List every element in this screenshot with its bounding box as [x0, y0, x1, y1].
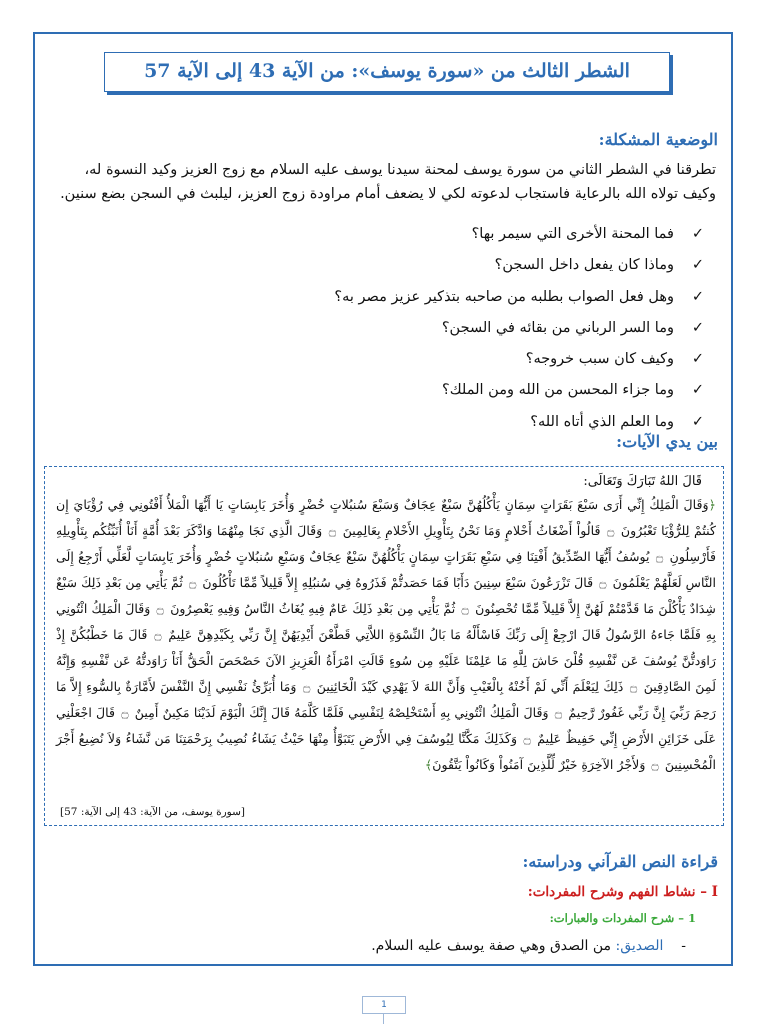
verse-open-bracket: ﴿	[708, 497, 716, 512]
verse-text: وَكَذَلِكَ مَكَّنَّا لِيُوسُفَ فِي الأَرْضِ يَتَبَوَّأُ مِنْهَا حَيْثُ يَشَاءُ نُصِيبُ بِرَحْمَتِنَا مَن نَّشَاءُ وَلاَ نُضِيعُ أَجْرَ الْمُحْسِنِينَ	[56, 731, 716, 772]
verse-text: وَلأَجْرُ الآخِرَةِ خَيْرٌ لِّلَّذِينَ آمَنُواْ وَكَانُواْ يَتَّقُونَ	[432, 757, 646, 772]
verses-heading: بين يدي الآيات:	[616, 432, 718, 451]
question-text: وكيف كان سبب خروجه؟	[525, 351, 674, 368]
definition-term: الصديق:	[615, 938, 664, 954]
verse-text: وَقَالَ الْمَلِكُ إِنِّي أَرَى سَبْعَ بَقَرَاتٍ سِمَانٍ يَأْكُلُهُنَّ سَبْعٌ عِجَافٌ وَسَبْعَ سُنبُلاتٍ خُضْرٍ وَأُخَرَ يَابِسَاتٍ يَا أَيُّهَا الْمَلأُ أَفْتُونِي فِي رُؤْيَايَ إِن كُنتُمْ لِلرُّؤْيَا تَعْبُرُونَ	[56, 497, 716, 538]
question-item	[334, 285, 704, 316]
check-icon: ✓	[691, 351, 704, 368]
question-item	[334, 253, 704, 284]
check-icon: ✓	[691, 288, 704, 305]
ayah-end-marker: ۝	[629, 679, 638, 694]
definition-item	[371, 938, 686, 954]
ayah-end-marker: ۝	[188, 575, 197, 590]
question-item	[334, 378, 704, 409]
problem-heading: الوضعية المشكلة:	[598, 130, 718, 149]
verses-reference: [سورة يوسف، من الآية: 43 إلى الآية: 57]	[60, 806, 246, 818]
verse-text: قَالُواْ أَضْغَاثُ أَحْلامٍ وَمَا نَحْنُ بِتَأْوِيلِ الأَحْلامِ بِعَالِمِينَ	[342, 523, 601, 538]
check-icon: ✓	[691, 382, 704, 399]
page-number: 1	[362, 996, 406, 1014]
question-list	[334, 222, 704, 441]
reading-heading: قراءة النص القرآني ودراسته:	[522, 852, 718, 871]
definition-text: من الصدق وهي صفة يوسف عليه السلام.	[371, 938, 612, 954]
verse-text: يُوسُفُ أَيُّهَا الصِّدِّيقُ أَفْتِنَا فِي سَبْعِ بَقَرَاتٍ سِمَانٍ يَأْكُلُهُنَّ سَبْعٌ عِجَافٌ وَسَبْعِ سُنبُلاتٍ خُضْرٍ وَأُخَرَ يَابِسَاتٍ لَّعَلِّي أَرْجِعُ إِلَى النَّاسِ لَعَلَّهُمْ يَعْلَمُونَ	[56, 549, 716, 590]
verse-text: ذَلِكَ لِيَعْلَمَ أَنِّي لَمْ أَخُنْهُ بِالْغَيْبِ وَأَنَّ اللهَ لاَ يَهْدِي كَيْدَ الْخَائِنِينَ	[316, 679, 624, 694]
activity-heading: I – نشاط الفهم وشرح المفردات:	[527, 884, 718, 900]
verse-text: ثُمَّ يَأْتِي مِن بَعْدِ ذَلِكَ عَامٌ فِيهِ يُغَاثُ النَّاسُ وَفِيهِ يَعْصِرُونَ	[170, 601, 456, 616]
ayah-end-marker: ۝	[328, 523, 337, 538]
verse-close-bracket: ﴾	[424, 757, 433, 772]
question-text: وهل فعل الصواب بطلبه من صاحبه بتذكير عزيز مصر به؟	[334, 288, 674, 305]
intro-line-2: وكيف تولاه الله بالرعاية فاستجاب لدعوته لكي لا يضعف أمام مراودة زوج العزيز، ليلبث في السجن بضع سنين.	[60, 186, 716, 202]
ayah-end-marker: ۝	[599, 575, 607, 590]
intro-paragraph	[58, 158, 716, 206]
verse-text: وَمَا أُبَرِّئُ نَفْسِي إِنَّ النَّفْسَ لأَمَّارَةٌ بِالسُّوءِ إِلاَّ مَا رَحِمَ رَبِّيَ إِنَّ رَبِّي غَفُورٌ رَّحِيمٌ	[56, 679, 716, 720]
ayah-end-marker: ۝	[302, 679, 311, 694]
question-text: وما جزاء المحسن من الله ومن الملك؟	[442, 382, 674, 399]
ayah-end-marker: ۝	[655, 549, 664, 564]
check-icon: ✓	[691, 226, 704, 242]
check-icon: ✓	[691, 413, 704, 430]
verse-text: قَالَ تَزْرَعُونَ سَبْعَ سِنِينَ دَأَبًا فَمَا حَصَدتُّمْ فَذَرُوهُ فِي سُنبُلِهِ إِلاَّ قَلِيلاً مِّمَّا تَأْكُلُونَ	[202, 575, 594, 590]
verses-intro: قَالَ اللهُ تَبَارَكَ وَتَعَالَى:	[583, 474, 702, 489]
verse-text: وَقَالَ الْمَلِكُ ائْتُونِي بِهِ أَسْتَخْلِصْهُ لِنَفْسِي فَلَمَّا كَلَّمَهُ قَالَ إِنَّكَ الْيَوْمَ لَدَيْنَا مَكِينٌ أَمِينٌ	[134, 705, 549, 720]
verse-text: قَالَ اجْعَلْنِي عَلَى خَزَائِنِ الأَرْضِ إِنِّي حَفِيظٌ عَلِيمٌ	[56, 705, 716, 746]
verse-text: وَقَالَ الَّذِي نَجَا مِنْهُمَا وَادَّكَرَ بَعْدَ أُمَّةٍ أَنَاْ أُنَبِّئُكُم بِتَأْوِيلِهِ فَأَرْسِلُونِ	[56, 523, 716, 564]
check-icon: ✓	[691, 257, 704, 274]
intro-line-1: تطرقنا في الشطر الثاني من سورة يوسف لمحنة سيدنا يوسف عليه السلام مع زوج العزيز وكيد النسوة له،	[84, 162, 716, 178]
question-text: وماذا كان يفعل داخل السجن؟	[494, 257, 674, 274]
ayah-end-marker: ۝	[523, 731, 531, 746]
ayah-end-marker: ۝	[154, 627, 162, 642]
question-item	[334, 347, 704, 378]
verse-text: ثُمَّ يَأْتِي مِن بَعْدِ ذَلِكَ سَبْعٌ شِدَادٌ يَأْكُلْنَ مَا قَدَّمْتُمْ لَهُنَّ إِلاَّ قَلِيلاً مِّمَّا تُحْصِنُونَ	[56, 575, 716, 616]
question-text: فما المحنة الأخرى التي سيمر بها؟	[471, 226, 674, 242]
question-item	[334, 316, 704, 347]
quran-verses	[56, 492, 716, 778]
ayah-end-marker: ۝	[156, 601, 164, 616]
bullet: -	[681, 938, 686, 954]
verse-text: وَقَالَ الْمَلِكُ ائْتُونِي بِهِ فَلَمَّا جَاءهُ الرَّسُولُ قَالَ ارْجِعْ إِلَى رَبِّكَ فَاسْأَلْهُ مَا بَالُ النِّسْوَةِ اللاَّتِي قَطَّعْنَ أَيْدِيَهُنَّ إِنَّ رَبِّي بِكَيْدِهِنَّ عَلِيمٌ	[56, 601, 716, 642]
verse-text: قَالَ مَا خَطْبُكُنَّ إِذْ رَاوَدتُّنَّ يُوسُفَ عَن نَّفْسِهِ قُلْنَ حَاشَ لِلَّهِ مَا عَلِمْنَا عَلَيْهِ مِن سُوءٍ قَالَتِ امْرَأَةُ الْعَزِيزِ الآنَ حَصْحَصَ الْحَقُّ أَنَاْ رَاوَدتُّهُ عَن نَّفْسِهِ وَإِنَّهُ لَمِنَ الصَّادِقِينَ	[56, 627, 716, 694]
question-item	[334, 222, 704, 253]
footer-divider	[383, 1014, 384, 1024]
question-text: وما السر الرباني من بقائه في السجن؟	[441, 319, 674, 336]
check-icon: ✓	[691, 319, 704, 336]
ayah-end-marker: ۝	[121, 705, 129, 720]
ayah-end-marker: ۝	[651, 757, 659, 772]
ayah-end-marker: ۝	[461, 601, 469, 616]
lesson-title: الشطر الثالث من «سورة يوسف»: من الآية 43 إلى الآية 57	[104, 52, 670, 92]
vocab-heading: 1 – شرح المفردات والعبارات:	[549, 911, 696, 925]
ayah-end-marker: ۝	[554, 705, 563, 720]
ayah-end-marker: ۝	[607, 523, 615, 538]
question-text: وما العلم الذي أتاه الله؟	[530, 413, 674, 430]
